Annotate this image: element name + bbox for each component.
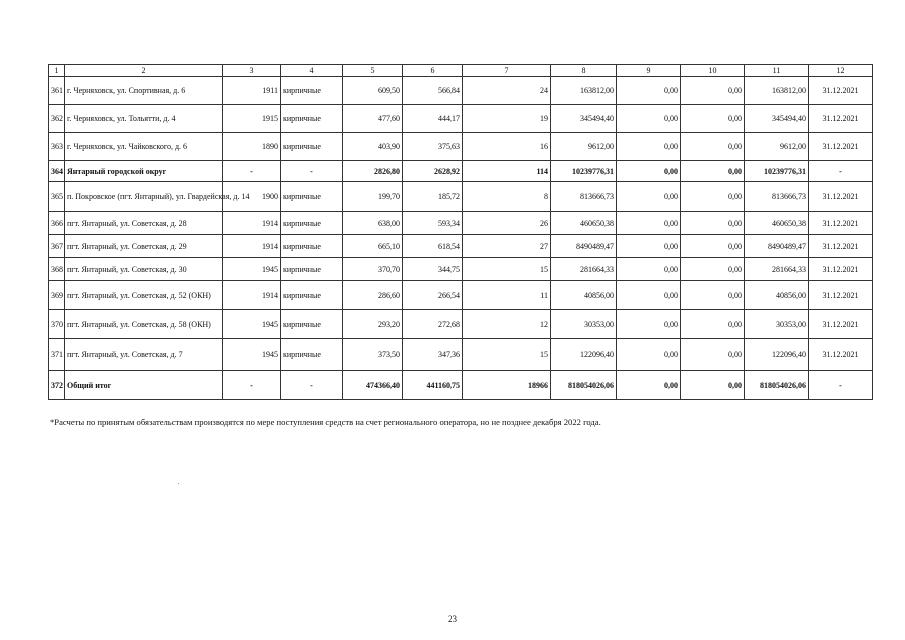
year-cell: 1945 (223, 310, 281, 339)
value-cell: 24 (463, 77, 551, 105)
date-cell: 31.12.2021 (809, 281, 873, 310)
address-cell: пгт. Янтарный, ул. Советская, д. 28 (65, 212, 223, 235)
value-cell: 12 (463, 310, 551, 339)
row-number: 367 (49, 235, 65, 258)
year-cell: 1915 (223, 105, 281, 133)
value-cell: 609,50 (343, 77, 403, 105)
table-row (49, 212, 873, 235)
address-cell: г. Черняховск, ул. Чайковского, д. 6 (65, 133, 223, 161)
value-cell: 460650,38 (745, 212, 809, 235)
column-number: 6 (403, 65, 463, 77)
row-number: 371 (49, 339, 65, 371)
row-number: 369 (49, 281, 65, 310)
column-number-row (49, 65, 873, 77)
value-cell: 0,00 (617, 212, 681, 235)
value-cell: 345494,40 (551, 105, 617, 133)
row-number: 366 (49, 212, 65, 235)
column-number: 12 (809, 65, 873, 77)
row-number: 370 (49, 310, 65, 339)
value-cell: 30353,00 (745, 310, 809, 339)
year-cell: 1900 (223, 182, 281, 212)
value-cell: 2628,92 (403, 161, 463, 182)
value-cell: 0,00 (617, 161, 681, 182)
value-cell: 16 (463, 133, 551, 161)
value-cell: 0,00 (617, 371, 681, 400)
table-row (49, 105, 873, 133)
value-cell: 0,00 (617, 133, 681, 161)
value-cell: 813666,73 (551, 182, 617, 212)
row-number: 361 (49, 77, 65, 105)
value-cell: 0,00 (617, 258, 681, 281)
value-cell: 8 (463, 182, 551, 212)
value-cell: 272,68 (403, 310, 463, 339)
year-cell: - (223, 161, 281, 182)
page-number: 23 (448, 614, 457, 624)
value-cell: 26 (463, 212, 551, 235)
value-cell: 0,00 (681, 77, 745, 105)
value-cell: 122096,40 (745, 339, 809, 371)
value-cell: 15 (463, 258, 551, 281)
value-cell: 0,00 (617, 281, 681, 310)
value-cell: 40856,00 (745, 281, 809, 310)
value-cell: 813666,73 (745, 182, 809, 212)
subtotal-row (49, 161, 873, 182)
table-row (49, 133, 873, 161)
date-cell: 31.12.2021 (809, 182, 873, 212)
value-cell: 185,72 (403, 182, 463, 212)
date-cell: - (809, 371, 873, 400)
value-cell: 286,60 (343, 281, 403, 310)
column-number: 9 (617, 65, 681, 77)
address-cell: пгт. Янтарный, ул. Советская, д. 7 (65, 339, 223, 371)
value-cell: 0,00 (617, 339, 681, 371)
value-cell: 477,60 (343, 105, 403, 133)
grand-total-row (49, 371, 873, 400)
table-row (49, 310, 873, 339)
value-cell: 441160,75 (403, 371, 463, 400)
value-cell: 0,00 (681, 281, 745, 310)
value-cell: 0,00 (681, 339, 745, 371)
value-cell: 15 (463, 339, 551, 371)
year-cell: 1890 (223, 133, 281, 161)
column-number: 11 (745, 65, 809, 77)
table-row (49, 235, 873, 258)
value-cell: 618,54 (403, 235, 463, 258)
year-cell: 1911 (223, 77, 281, 105)
value-cell: 638,00 (343, 212, 403, 235)
row-number: 363 (49, 133, 65, 161)
address-cell: пгт. Янтарный, ул. Советская, д. 30 (65, 258, 223, 281)
value-cell: 0,00 (617, 77, 681, 105)
value-cell: 444,17 (403, 105, 463, 133)
value-cell: 163812,00 (745, 77, 809, 105)
value-cell: 665,10 (343, 235, 403, 258)
value-cell: 0,00 (681, 258, 745, 281)
buildings-table (48, 64, 873, 400)
value-cell: 8490489,47 (745, 235, 809, 258)
value-cell: 375,63 (403, 133, 463, 161)
value-cell: 266,54 (403, 281, 463, 310)
column-number: 3 (223, 65, 281, 77)
date-cell: 31.12.2021 (809, 258, 873, 281)
material-cell: кирпичные (281, 182, 343, 212)
date-cell: 31.12.2021 (809, 133, 873, 161)
column-number: 8 (551, 65, 617, 77)
value-cell: 370,70 (343, 258, 403, 281)
value-cell: 347,36 (403, 339, 463, 371)
value-cell: 40856,00 (551, 281, 617, 310)
year-cell: 1914 (223, 212, 281, 235)
footnote: *Расчеты по принятым обязательствам производятся по мере поступления средств на счет регионального оператора, но не позднее декабря 2022 года. (50, 417, 601, 427)
value-cell: 474366,40 (343, 371, 403, 400)
value-cell: 0,00 (617, 310, 681, 339)
address-cell: г. Черняховск, ул. Спортивная, д. 6 (65, 77, 223, 105)
value-cell: 0,00 (681, 105, 745, 133)
column-number: 2 (65, 65, 223, 77)
material-cell: - (281, 371, 343, 400)
address-cell: г. Черняховск, ул. Тольятти, д. 4 (65, 105, 223, 133)
value-cell: 0,00 (617, 182, 681, 212)
value-cell: 566,84 (403, 77, 463, 105)
value-cell: 593,34 (403, 212, 463, 235)
value-cell: 9612,00 (745, 133, 809, 161)
value-cell: 818054026,06 (745, 371, 809, 400)
address-cell: п. Покровское (пгт. Янтарный), ул. Гвардейская, д. 14 (65, 182, 223, 212)
row-number: 372 (49, 371, 65, 400)
date-cell: 31.12.2021 (809, 105, 873, 133)
material-cell: - (281, 161, 343, 182)
material-cell: кирпичные (281, 310, 343, 339)
year-cell: 1945 (223, 258, 281, 281)
table-row (49, 77, 873, 105)
value-cell: 403,90 (343, 133, 403, 161)
column-number: 5 (343, 65, 403, 77)
column-number: 7 (463, 65, 551, 77)
district-cell: Янтарный городской округ (65, 161, 223, 182)
year-cell: 1914 (223, 235, 281, 258)
value-cell: 114 (463, 161, 551, 182)
table-row (49, 258, 873, 281)
date-cell: 31.12.2021 (809, 339, 873, 371)
value-cell: 293,20 (343, 310, 403, 339)
value-cell: 281664,33 (551, 258, 617, 281)
value-cell: 373,50 (343, 339, 403, 371)
value-cell: 0,00 (681, 235, 745, 258)
date-cell: 31.12.2021 (809, 235, 873, 258)
date-cell: 31.12.2021 (809, 310, 873, 339)
value-cell: 818054026,06 (551, 371, 617, 400)
row-number: 365 (49, 182, 65, 212)
value-cell: 0,00 (681, 133, 745, 161)
value-cell: 9612,00 (551, 133, 617, 161)
value-cell: 0,00 (681, 371, 745, 400)
value-cell: 0,00 (617, 235, 681, 258)
table-row (49, 281, 873, 310)
value-cell: 19 (463, 105, 551, 133)
value-cell: 0,00 (681, 310, 745, 339)
value-cell: 10239776,31 (745, 161, 809, 182)
value-cell: 122096,40 (551, 339, 617, 371)
date-cell: 31.12.2021 (809, 212, 873, 235)
date-cell: 31.12.2021 (809, 77, 873, 105)
table-row (49, 182, 873, 212)
value-cell: 11 (463, 281, 551, 310)
value-cell: 2826,80 (343, 161, 403, 182)
year-cell: 1945 (223, 339, 281, 371)
row-number: 368 (49, 258, 65, 281)
value-cell: 344,75 (403, 258, 463, 281)
date-cell: - (809, 161, 873, 182)
address-cell: пгт. Янтарный, ул. Советская, д. 52 (ОКН) (65, 281, 223, 310)
column-number: 1 (49, 65, 65, 77)
value-cell: 163812,00 (551, 77, 617, 105)
value-cell: 0,00 (681, 212, 745, 235)
year-cell: 1914 (223, 281, 281, 310)
column-number: 4 (281, 65, 343, 77)
total-label: Общий итог (65, 371, 223, 400)
value-cell: 460650,38 (551, 212, 617, 235)
value-cell: 281664,33 (745, 258, 809, 281)
value-cell: 0,00 (681, 182, 745, 212)
value-cell: 8490489,47 (551, 235, 617, 258)
value-cell: 199,70 (343, 182, 403, 212)
material-cell: кирпичные (281, 235, 343, 258)
column-number: 10 (681, 65, 745, 77)
value-cell: 345494,40 (745, 105, 809, 133)
value-cell: 0,00 (617, 105, 681, 133)
material-cell: кирпичные (281, 258, 343, 281)
material-cell: кирпичные (281, 281, 343, 310)
material-cell: кирпичные (281, 212, 343, 235)
value-cell: 27 (463, 235, 551, 258)
material-cell: кирпичные (281, 339, 343, 371)
material-cell: кирпичные (281, 105, 343, 133)
value-cell: 18966 (463, 371, 551, 400)
value-cell: 10239776,31 (551, 161, 617, 182)
value-cell: 30353,00 (551, 310, 617, 339)
address-cell: пгт. Янтарный, ул. Советская, д. 29 (65, 235, 223, 258)
material-cell: кирпичные (281, 77, 343, 105)
row-number: 362 (49, 105, 65, 133)
address-cell: пгт. Янтарный, ул. Советская, д. 58 (ОКН) (65, 310, 223, 339)
value-cell: 0,00 (681, 161, 745, 182)
row-number: 364 (49, 161, 65, 182)
year-cell: - (223, 371, 281, 400)
material-cell: кирпичные (281, 133, 343, 161)
table-row (49, 339, 873, 371)
scan-speck (178, 483, 179, 484)
